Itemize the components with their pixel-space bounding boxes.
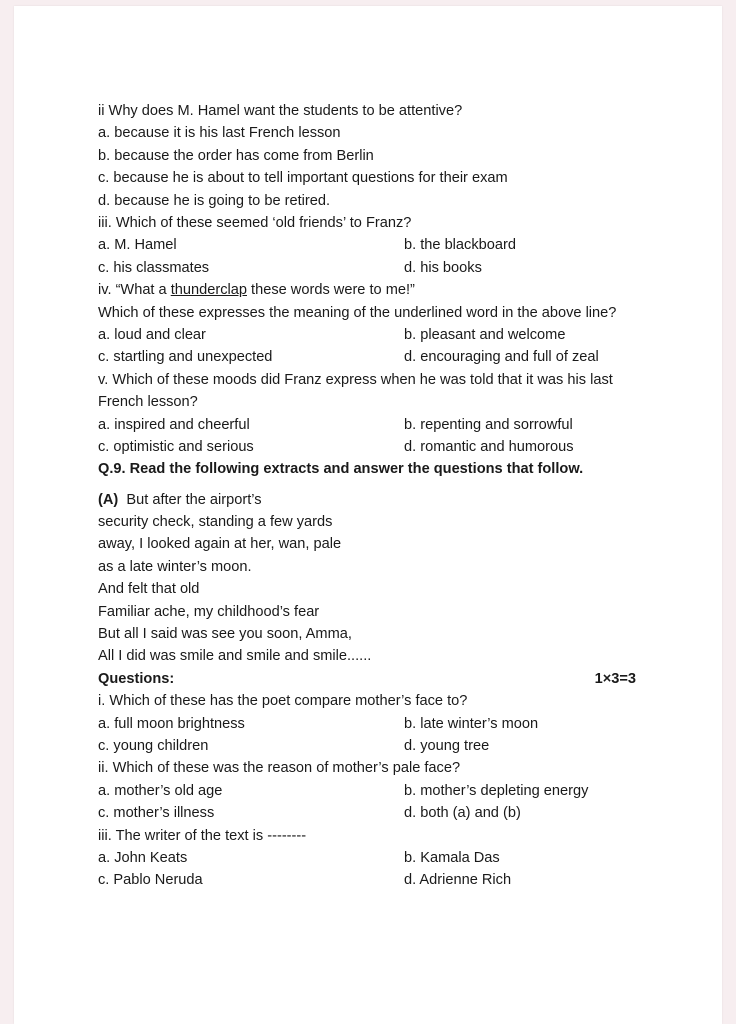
question-ii: ii Why does M. Hamel want the students to be attentive? [98,103,463,119]
option-c: c. optimistic and serious [98,438,254,455]
options-row [98,869,658,891]
sub-question-i: i. Which of these has the poet compare mother’s face to? [98,693,468,710]
option-d: d. young tree [404,737,490,754]
extract-line: Familiar ache, my childhood’s fear [98,603,320,620]
option-a: a. because it is his last French lesson [98,125,341,142]
options-row [98,414,658,436]
question-iv-quote [98,279,658,301]
options-row [98,257,658,279]
option-c: c. mother’s illness [98,805,215,822]
extract-line: All I did was smile and smile and smile...... [98,648,372,665]
extract-line: as a late winter’s moon. [98,558,252,575]
sub-question-iii: iii. The writer of the text is -------- [98,827,307,844]
options-row [98,802,658,824]
options-row [98,847,658,869]
options-row [98,735,658,757]
extract-line: And felt that old [98,581,200,598]
option-d: d. romantic and humorous [404,438,574,455]
extract-label: (A) [98,491,119,508]
extract-line: away, I looked again at her, wan, pale [98,536,342,553]
option-b: b. because the order has come from Berlin [98,147,374,164]
options-row [98,713,658,735]
option-a: a. full moon brightness [98,715,245,732]
option-a: a. M. Hamel [98,237,177,254]
option-d: d. encouraging and full of zeal [404,349,599,366]
quote-prefix: iv. “What a [98,282,171,299]
option-d: d. both (a) and (b) [404,805,521,822]
option-b: b. the blackboard [404,237,516,254]
extract-line: But all I said was see you soon, Amma, [98,626,352,643]
extract-line: security check, standing a few yards [98,514,333,531]
option-d: d. because he is going to be retired. [98,192,331,209]
option-b: b. pleasant and welcome [404,326,566,343]
option-b: b. repenting and sorrowful [404,416,573,433]
option-c: c. his classmates [98,259,210,276]
option-b: b. mother’s depleting energy [404,782,589,799]
options-row [98,780,658,802]
sub-question-ii: ii. Which of these was the reason of mother’s pale face? [98,760,461,777]
options-row [98,234,658,256]
option-a: a. mother’s old age [98,782,223,799]
options-row [98,436,658,458]
document-page [14,6,722,1024]
option-c: c. startling and unexpected [98,349,273,366]
question-iii: iii. Which of these seemed ‘old friends’ to Franz? [98,214,412,231]
option-b: b. Kamala Das [404,849,500,866]
extract-first-line [98,489,658,511]
options-row [98,346,658,368]
options-row [98,324,658,346]
questions-header [98,668,658,690]
questions-label: Questions: [98,670,175,687]
option-c: c. Pablo Neruda [98,872,203,889]
marks-label: 1×3=3 [594,670,636,687]
extract-line: But after the airport’s [126,491,262,508]
question-v: v. Which of these moods did Franz express when he was told that it was his last French lesson? [98,371,613,411]
option-c: c. because he is about to tell important questions for their exam [98,170,508,187]
option-a: a. inspired and cheerful [98,416,250,433]
document-content [98,100,658,892]
underlined-word: thunderclap [170,282,247,299]
option-d: d. Adrienne Rich [404,872,512,889]
option-a: a. loud and clear [98,326,206,343]
question-iv: Which of these expresses the meaning of the underlined word in the above line? [98,304,617,321]
option-b: b. late winter’s moon [404,715,539,732]
option-a: a. John Keats [98,849,188,866]
option-c: c. young children [98,737,209,754]
option-d: d. his books [404,259,482,276]
quote-suffix: these words were to me!” [247,282,415,299]
section-heading: Q.9. Read the following extracts and answer the questions that follow. [98,461,584,478]
